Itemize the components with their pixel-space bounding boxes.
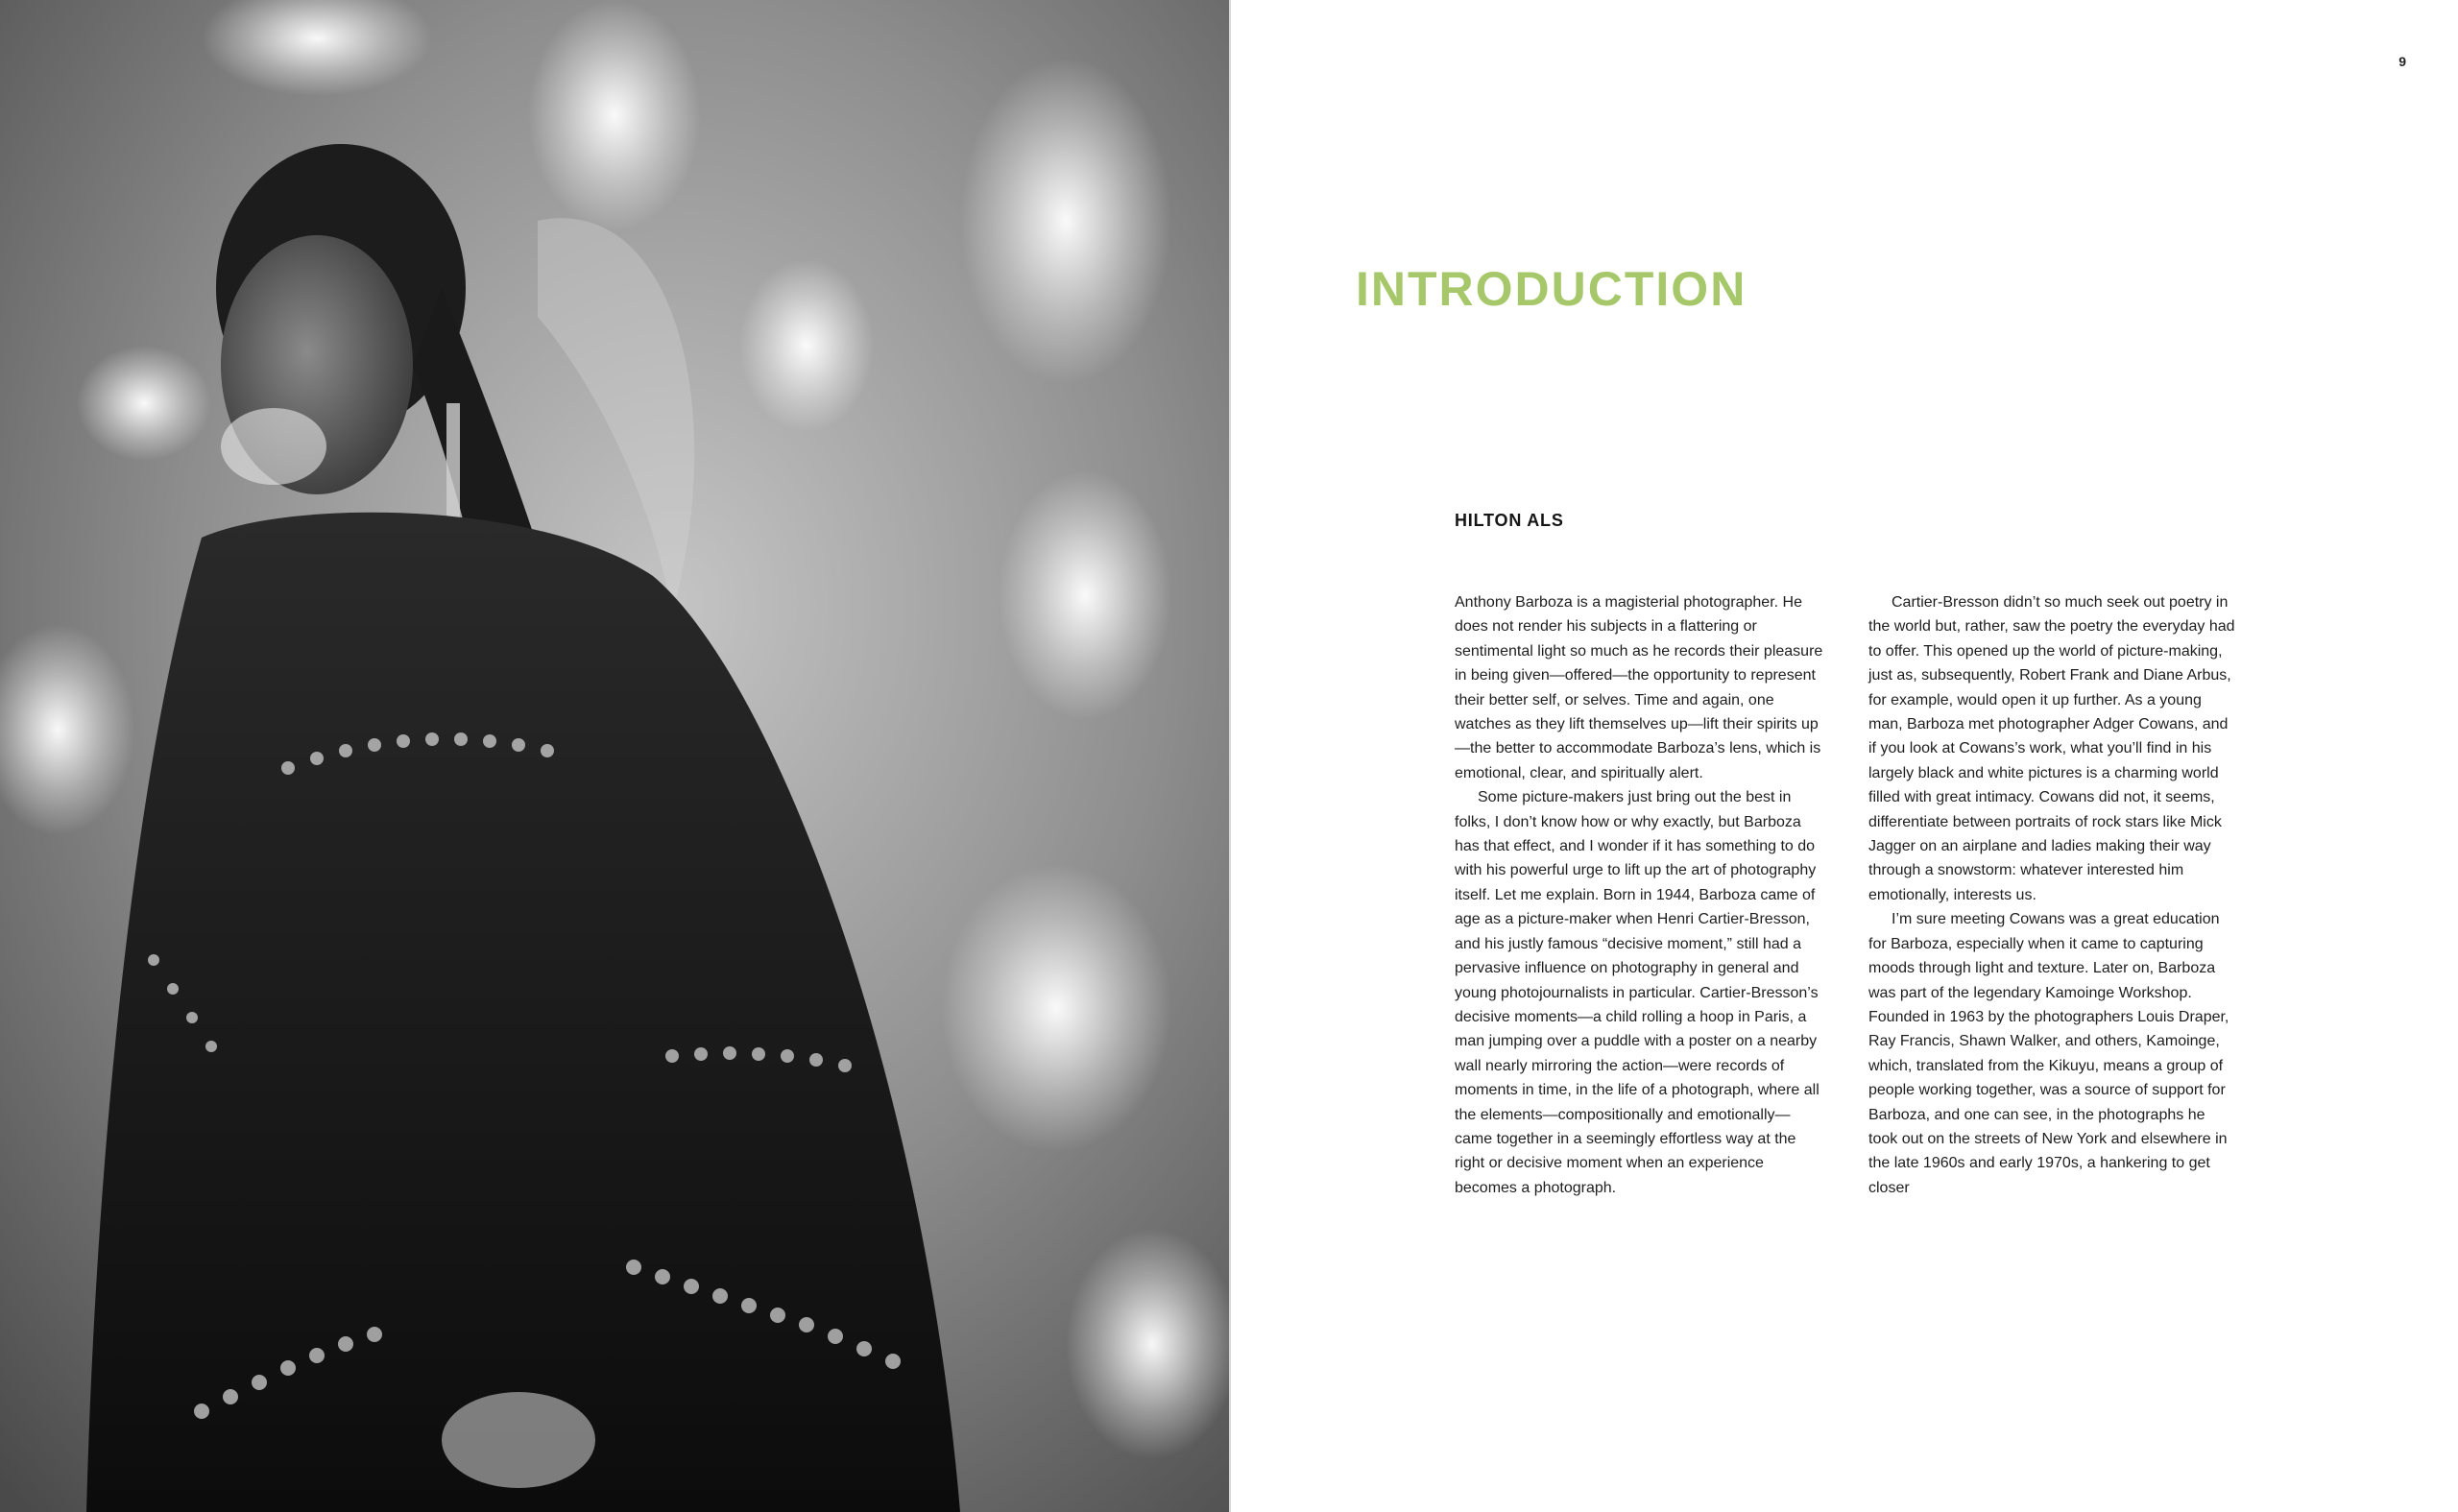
paragraph: Anthony Barboza is a magisterial photographer. He does not render his subjects in a flattering or sentimental light so much as he records their pleasure in being given—offered—the opportunity to represent their better self, or selves. Time and again, one watches as they lift themselves up—lift their spirits up—the better to accommodate Barboza’s lens, which is emotional, clear, and spiritually alert. <box>1455 594 1823 781</box>
text-page <box>1231 0 2458 1512</box>
text-column-1 <box>1455 590 1824 1200</box>
chapter-title: INTRODUCTION <box>1356 262 1747 316</box>
paragraph: I’m sure meeting Cowans was a great education for Barboza, especially when it came to capturing moods through light and texture. Later on, Barboza was part of the legendary Kamoinge Workshop. Founded in 1963 by the photographers Louis Draper, Ray Francis, Shawn Walker, and others, Kamoinge, which, translated from the Kikuyu, means a group of people working together, was a source of support for Barboza, and one can see, in the photographs he took out on the streets of New York and elsewhere in the late 1960s and early 1970s, a hankering to get closer <box>1868 911 2229 1196</box>
page-number: 9 <box>2398 54 2406 69</box>
author-name: HILTON ALS <box>1455 511 1564 530</box>
paragraph: Cartier-Bresson didn’t so much seek out poetry in the world but, rather, saw the poetry the everyday had to offer. This opened up the world of picture-making, just as, subsequently, Robert Frank and Diane Arbus, for example, would open it up further. As a young man, Barboza met photographer Adger Cowans, and if you look at Cowans’s work, what you’ll find in his largely black and white pictures is a charming world filled with great intimacy. Cowans did not, it seems, differentiate between portraits of rock stars like Mick Jagger on an airplane and ladies making their way through a snowstorm: whatever interested him emotionally, interests us. <box>1868 594 2235 903</box>
text-column-2 <box>1868 590 2238 1200</box>
paragraph: Some picture-makers just bring out the best in folks, I don’t know how or why exactly, but Barboza has that effect, and I wonder if it has something to do with his powerful urge to lift up the art of photography itself. Let me explain. Born in 1944, Barboza came of age as a picture-maker when Henri Cartier-Bresson, and his justly famous “decisive moment,” still had a pervasive influence on photography in general and young photojournalists in particular. Cartier-Bresson’s decisive moments—a child rolling a hoop in Paris, a man jumping over a puddle with a poster on a nearby wall nearly mirroring the action—were records of moments in time, in the life of a photograph, where all the elements—compositionally and emotionally—came together in a seemingly effortless way at the right or decisive moment when an experience becomes a photograph. <box>1455 789 1819 1196</box>
